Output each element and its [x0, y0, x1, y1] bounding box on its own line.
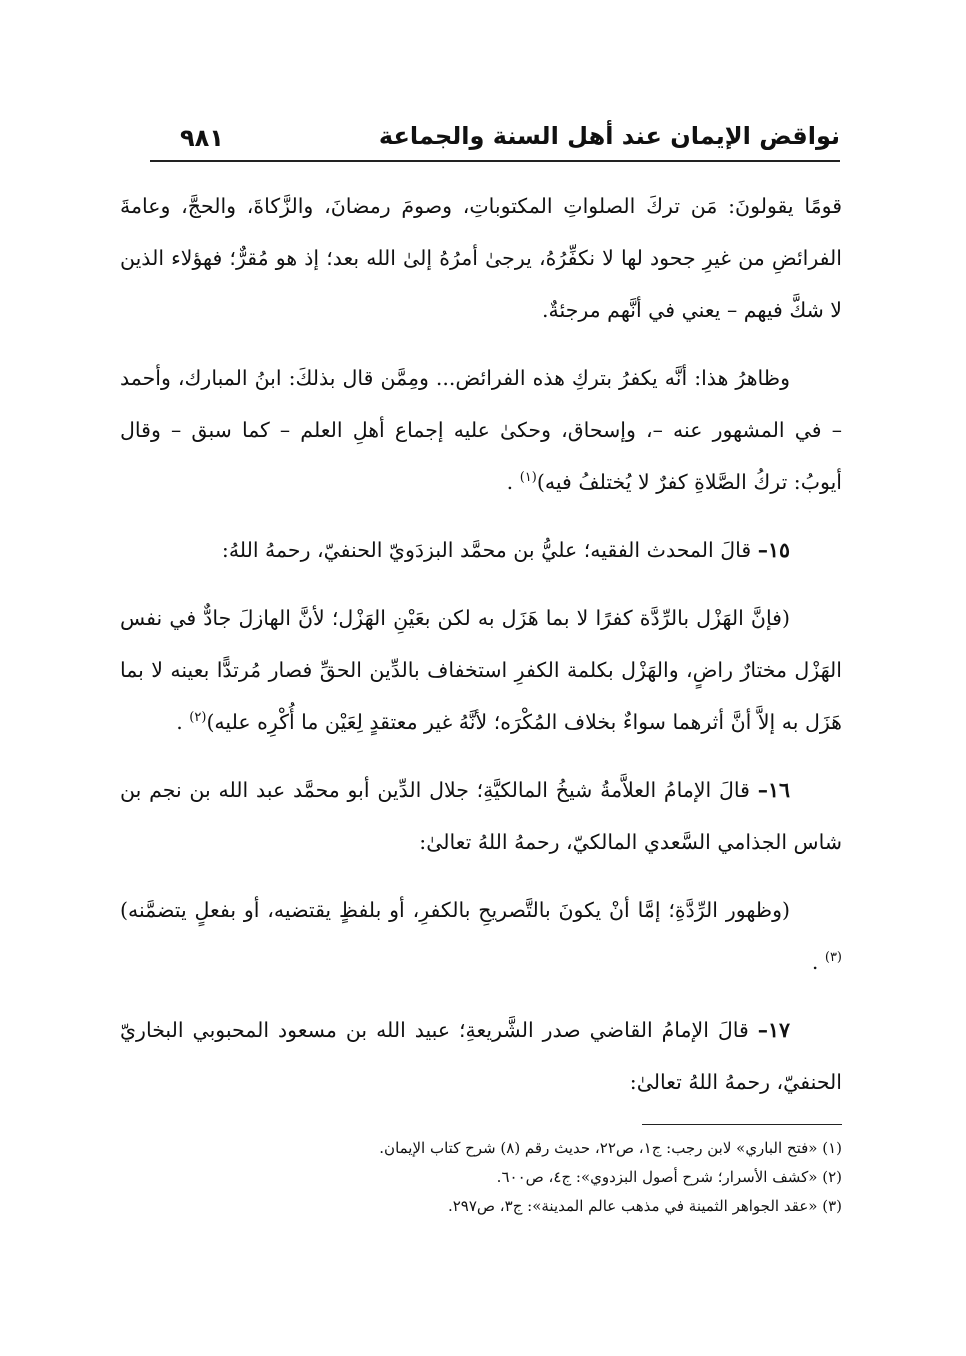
footnote-divider [642, 1124, 842, 1125]
running-title: نواقض الإيمان عند أهل السنة والجماعة [378, 122, 840, 150]
page-number: ٩٨١ [180, 124, 224, 152]
end-dot: . [176, 710, 190, 734]
quotation [120, 884, 842, 988]
footnote-ref: (٢) [189, 710, 207, 725]
paragraph [120, 352, 842, 508]
paragraph-text: قومًا يقولونَ: مَن تركَ الصلواتِ المكتوباتِ، وصومَ رمضانَ، والزَّكاةَ، والحجَّ، وعامةَ الفرائضِ من غيرِ جحود لها لا نكفِّرُهُ، يرجىٰ أمرُهُ إلىٰ الله بعد؛ إذ هو مُقرٌّ؛ فهؤلاء الذين لا شكَّ فيهم – يعني في أنَّهم مرجئةٌ. [120, 194, 842, 322]
item-text: قالَ الإمامُ القاضي صدر الشَّريعةِ؛ عبيد الله بن مسعود المحبوبي البخاريّ الحنفيّ، رحمهُ اللهُ تعالىٰ: [120, 1018, 842, 1094]
numbered-item [120, 1004, 842, 1108]
page-header [150, 118, 840, 162]
item-number: ١٦– [757, 778, 790, 802]
footnote: (٢) «كشف الأسرار؛ شرح أصول البزدوي»: ج٤، ص٦٠٠. [496, 1168, 842, 1186]
open-paren: ( [782, 898, 790, 922]
open-paren: ( [782, 606, 790, 630]
end-dot: . [811, 950, 825, 974]
item-number: ١٥– [757, 538, 790, 562]
item-number: ١٧– [757, 1018, 790, 1042]
numbered-item [120, 764, 842, 868]
quotation [120, 592, 842, 748]
paragraph [120, 180, 842, 336]
footnote-ref: (٣) [824, 950, 842, 965]
footnotes [200, 1134, 842, 1221]
numbered-item [120, 524, 842, 576]
footnote-ref: (١) [519, 470, 537, 485]
paragraph-text: وظاهرُ هذا: أنَّه يكفرُ بتركِ هذه الفرائض... ومِمَّن قال بذلكَ: ابنُ المبارك، وأحمد – في المشهور عنه –، وإسحاق، وحكىٰ عليه إجماع أهلِ العلم – كما سبق – وقال أيوبُ: تركُ الصَّلاةِ كفرٌ لا يُختلفُ فيه) [120, 366, 842, 494]
quotation-text: وظهور الرِّدَّةِ؛ إمَّا أنْ يكونَ بالتَّصريحِ بالكفرِ، أو بلفظٍ يقتضيه، أو بفعلٍ يتضمَّنه) [120, 898, 782, 922]
item-text: قالَ المحدث الفقيه؛ عليُّ بن محمَّد البزدَويّ الحنفيّ، رحمهُ اللهُ: [221, 538, 752, 562]
end-dot: . [506, 470, 520, 494]
quotation-text: فإنَّ الهَزْل بالرِّدَّة كفرًا لا بما هَزَل به لكن بعَيْنِ الهَزْل؛ لأنَّ الهازلَ جادٌّ في نفس الهَزْل مختارٌ راضٍ، والهَزْل بكلمة الكفرِ استخفاف بالدِّين الحقِّ فصار مُرتدًّا بعينه لا بما هَزَل به إلاَّ أنَّ أثرهما سواءٌ بخلاف المُكْرَه؛ لأنَّهُ غير معتقدٍ لِعَيْن ما أُكْرِه عليه) [120, 606, 842, 734]
item-text: قالَ الإمامُ العلاَّمةُ شيخُ المالكيَّةِ؛ جلال الدِّين أبو محمَّد عبد الله بن نجم بن شاس الجذامي السَّعدي المالكيّ، رحمهُ اللهُ تعالىٰ: [120, 778, 842, 854]
page-body [120, 180, 842, 1124]
footnote: (١) «فتح الباري» لابن رجب: ج١، ص٢٢، حديث رقم (٨) شرح كتاب الإيمان. [379, 1139, 842, 1157]
footnote: (٣) «عقد الجواهر الثمينة في مذهب عالم المدينة»: ج٣، ص٢٩٧. [447, 1197, 842, 1215]
